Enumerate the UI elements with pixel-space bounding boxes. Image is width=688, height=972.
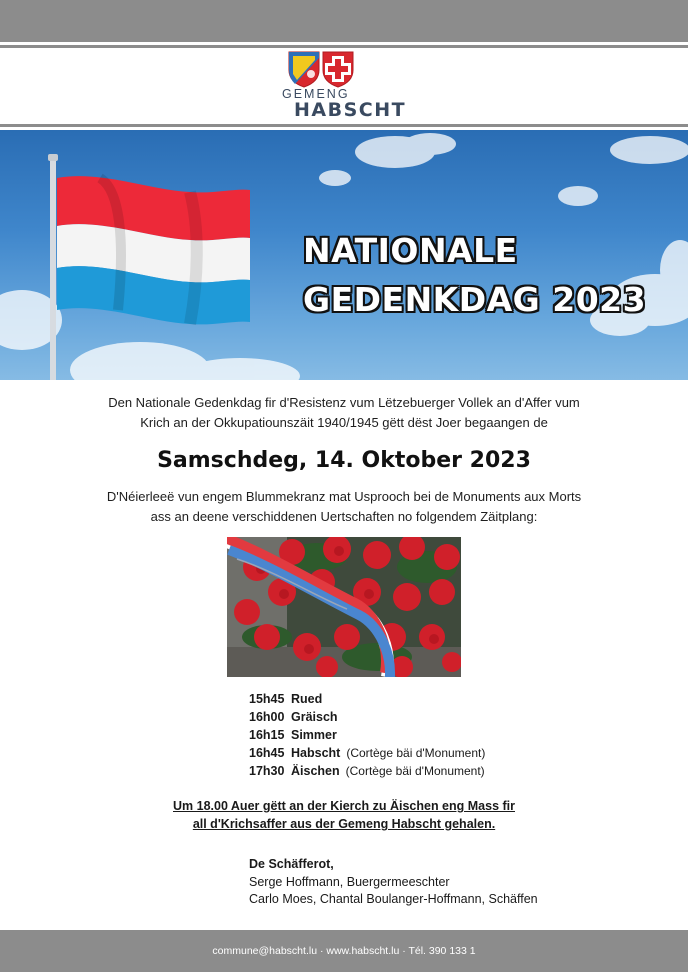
schedule-list xyxy=(249,690,589,780)
schedule-note: (Cortège bäi d'Monument) xyxy=(345,764,485,778)
municipality-logo xyxy=(282,50,407,122)
hero-banner xyxy=(0,130,688,380)
logo-line2: HABSCHT xyxy=(294,99,407,121)
schedule-place: Rued xyxy=(291,692,323,706)
intro-text xyxy=(60,393,628,433)
schedule-note: (Cortège bäi d'Monument) xyxy=(346,746,486,760)
wreath-image xyxy=(227,537,461,677)
schedule-time: 17h30 xyxy=(249,764,285,778)
header-rule xyxy=(0,124,688,127)
wreath-text xyxy=(60,487,628,527)
schedule-row xyxy=(249,744,589,762)
schedule-row xyxy=(249,762,589,780)
hero-title xyxy=(303,226,663,324)
schedule-place: Gräisch xyxy=(291,710,338,724)
schedule-time: 16h00 xyxy=(249,710,285,724)
hero-title-line1: NATIONALE xyxy=(303,231,518,270)
schedule-row xyxy=(249,690,589,708)
coat-of-arms-icon xyxy=(287,50,357,88)
signature-line2: Carlo Moes, Chantal Boulanger-Hoffmann, Schäffen xyxy=(249,892,538,906)
signature-heading: De Schäfferot, xyxy=(249,857,334,871)
schedule-row xyxy=(249,708,589,726)
mass-note xyxy=(0,797,688,833)
schedule-time: 16h45 xyxy=(249,746,285,760)
footer xyxy=(0,930,688,972)
schedule-place: Habscht xyxy=(291,746,341,760)
mass-note-line2: all d'Krichsaffer aus der Gemeng Habscht gehalen. xyxy=(192,817,496,831)
schedule-place: Simmer xyxy=(291,728,337,742)
top-bar xyxy=(0,0,688,42)
schedule-time: 15h45 xyxy=(249,692,285,706)
top-rule xyxy=(0,45,688,48)
schedule-time: 16h15 xyxy=(249,728,285,742)
signature-line1: Serge Hoffmann, Buergermeeschter xyxy=(249,874,450,889)
schedule-place: Äischen xyxy=(291,764,340,778)
intro-line2: Krich an der Okkupatiounszäit 1940/1945 gëtt dëst Joer begaangen de xyxy=(140,415,548,430)
footer-contact: commune@habscht.lu · www.habscht.lu · Tél. 390 133 1 xyxy=(212,945,476,957)
event-date: Samschdeg, 14. Oktober 2023 xyxy=(157,448,531,473)
wreath-line1: D'Néierleeë vun engem Blummekranz mat Usprooch bei de Monuments aux Morts xyxy=(106,489,582,504)
wreath-photo xyxy=(227,537,461,677)
intro-line1: Den Nationale Gedenkdag fir d'Resistenz vum Lëtzebuerger Vollek an d'Affer vum xyxy=(108,395,580,410)
logo-line1: GEMENG xyxy=(282,87,350,101)
mass-note-line1: Um 18.00 Auer gëtt an der Kierch zu Äischen eng Mass fir xyxy=(173,799,515,813)
hero-title-line2: GEDENKDAG 2023 xyxy=(303,280,647,319)
signature-block xyxy=(249,856,669,909)
wreath-line2: ass an deene verschiddenen Uertschaften no folgendem Zäitplang: xyxy=(150,509,538,524)
schedule-row xyxy=(249,726,589,744)
